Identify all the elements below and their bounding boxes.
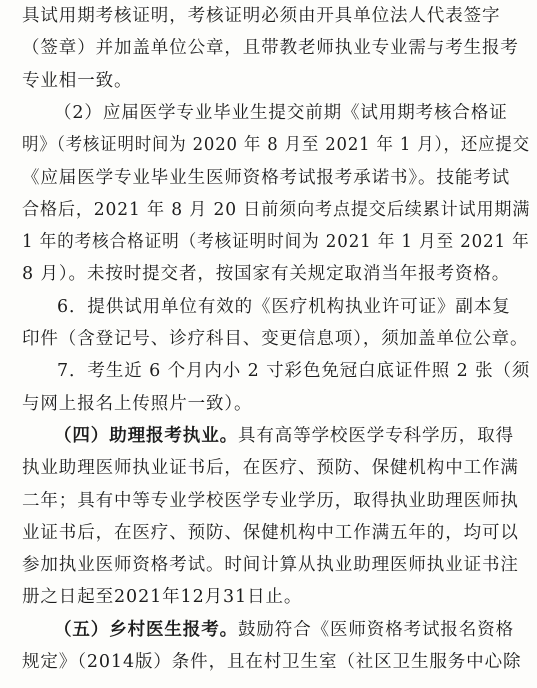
text-line-5: 明》（考核证明时间为 2020 年 8 月至 2021 年 1 月），还应提交 bbox=[22, 135, 530, 156]
text-line-2: （签章）并加盖单位公章，且带教老师执业专业需与考生报考 bbox=[22, 38, 519, 59]
text-line-21: 规定》（2014版）条件，且在村卫生室（社区卫生服务中心除 bbox=[22, 652, 522, 672]
text-line-12: 7．考生近 6 个月内小 2 寸彩色免冠白底证件照 2 张（须 bbox=[57, 361, 531, 382]
text-line-6: 《应届医学专业毕业生医师资格考试报考承诺书》。技能考试 bbox=[22, 167, 511, 188]
text-line-1: 具试用期考核证明，考核证明必须由开具单位法人代表签字 bbox=[22, 6, 501, 26]
text-line-20: 鼓励符合《医师资格考试报名资格 bbox=[238, 619, 514, 640]
text-line-19: 册之日起至2021年12月31日止。 bbox=[22, 587, 303, 608]
text-line-13: 与网上报名上传照片一致）。 bbox=[22, 393, 253, 414]
text-line-18: 参加执业医师资格考试。时间计算从执业助理医师执业证书注 bbox=[22, 555, 519, 576]
section-heading-4: （四）助理报考执业。 bbox=[54, 425, 238, 446]
text-line-16: 二年；具有中等专业学校医学专业学历，取得执业助理医师执 bbox=[22, 490, 519, 511]
text-line-10: 6．提供试用单位有效的《医疗机构执业许可证》副本复 bbox=[57, 296, 511, 317]
text-line-17: 业证书后，在医疗、预防、保健机构中工作满五年的，均可以 bbox=[22, 522, 519, 543]
text-line-7: 合格后，2021 年 8 月 20 日前须向考点提交后续累计试用期满 bbox=[22, 199, 531, 220]
paragraph-4-first-line bbox=[54, 424, 514, 448]
text-line-3: 专业相一致。 bbox=[22, 70, 133, 91]
text-line-15: 执业助理医师执业证书后，在医疗、预防、保健机构中工作满 bbox=[22, 458, 519, 479]
text-line-4: （2）应届医学专业毕业生提交前期《试用期考核合格证 bbox=[54, 102, 508, 123]
text-line-9: 8 月）。未按时提交者，按国家有关规定取消当年报考资格。 bbox=[22, 264, 511, 285]
paragraph-5-first-line bbox=[54, 618, 514, 642]
section-heading-5: （五）乡村医生报考。 bbox=[54, 619, 238, 640]
text-line-11: 印件（含登记号、诊疗科目、变更信息项），须加盖单位公章。 bbox=[22, 329, 529, 349]
text-line-14: 具有高等学校医学专科学历，取得 bbox=[238, 425, 514, 446]
text-line-8: 1 年的考核合格证明（考核证明时间为 2021 年 1 月至 2021 年 bbox=[22, 232, 530, 253]
